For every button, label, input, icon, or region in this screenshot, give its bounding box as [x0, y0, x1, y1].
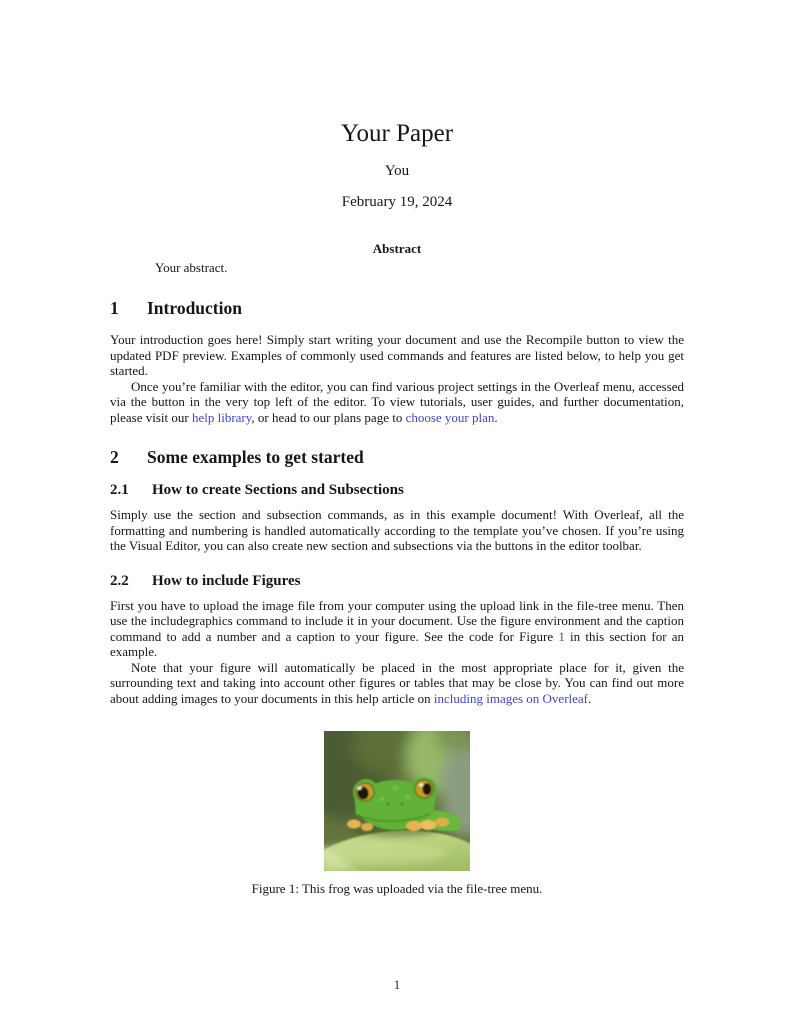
section-1-paragraph-2 — [110, 379, 684, 426]
paper-title: Your Paper — [340, 120, 454, 147]
including-images-on-overleaf-link[interactable]: including images on Overleaf — [433, 690, 589, 706]
figure-1 — [110, 731, 684, 897]
help-library-link[interactable]: help library — [191, 409, 252, 425]
section-2-heading — [110, 447, 684, 468]
subsection-2-2-heading — [110, 572, 684, 590]
paragraph-text: , or head to our plans page to — [251, 409, 406, 425]
subsection-2-1-paragraph-1: Simply use the section and subsection commands, as in this example document! With Overleaf, all the formatting and numbering is handled automatically according to the template you’ve chosen. If you’re using the Visual Editor, you can also create new section and subsections via the buttons in the editor toolbar. — [110, 507, 684, 553]
abstract-heading: Abstract — [372, 241, 422, 256]
page-number: 1 — [393, 977, 401, 992]
subsection-2-1-heading — [110, 481, 684, 499]
figure-1-reference-link[interactable]: 1 — [558, 628, 565, 644]
paragraph-text: Once you’re familiar with the editor, you can find various project settings in the Overleaf menu, accessed via the button in the very top left of the editor. To view tutorials, user guides, and further documentation, please visit our — [110, 378, 684, 425]
paragraph-text: Note that your figure will automatically be placed in the most appropriate place for it, given the surrounding text and taking into account other figures or tables that may be close by. You can find out more about adding images to your documents in this help article on — [110, 659, 684, 706]
choose-your-plan-link[interactable]: choose your plan — [405, 409, 495, 425]
paper-date: February 19, 2024 — [341, 194, 453, 210]
section-1-title: Introduction — [147, 298, 242, 318]
paragraph-text: . — [588, 690, 592, 706]
paper-author: You — [384, 163, 410, 179]
section-2-number: 2 — [110, 447, 119, 467]
section-1-number: 1 — [110, 298, 119, 318]
section-2-title: Some examples to get started — [147, 447, 364, 467]
subsection-2-2-paragraph-1 — [110, 598, 684, 660]
frog-photo — [324, 731, 470, 871]
section-1-heading — [110, 298, 684, 319]
subsection-2-1-title: How to create Sections and Subsections — [152, 482, 404, 498]
paragraph-text: . — [494, 409, 498, 425]
paragraph-text: in this section for an example. — [110, 628, 685, 659]
subsection-2-2-number: 2.2 — [110, 572, 129, 589]
figure-1-caption: Figure 1: This frog was uploaded via the file-tree menu. — [251, 881, 543, 896]
subsection-2-2-paragraph-2 — [110, 660, 684, 707]
paragraph-text: First you have to upload the image file from your computer using the upload link in the file-tree menu. Then use the includegraphics command to include it in your document. Use the figure environment and the caption command to add a number and a caption to your figure. See the code for Figure — [110, 597, 684, 644]
abstract-body: Your abstract. — [155, 260, 228, 275]
subsection-2-2-title: How to include Figures — [152, 572, 301, 589]
frog-photo-image — [324, 731, 470, 871]
section-1-paragraph-1: Your introduction goes here! Simply start writing your document and use the Recompile button to view the updated PDF preview. Examples of commonly used commands and features are listed below, to help you get started. — [110, 332, 684, 378]
subsection-2-1-number: 2.1 — [110, 482, 129, 498]
